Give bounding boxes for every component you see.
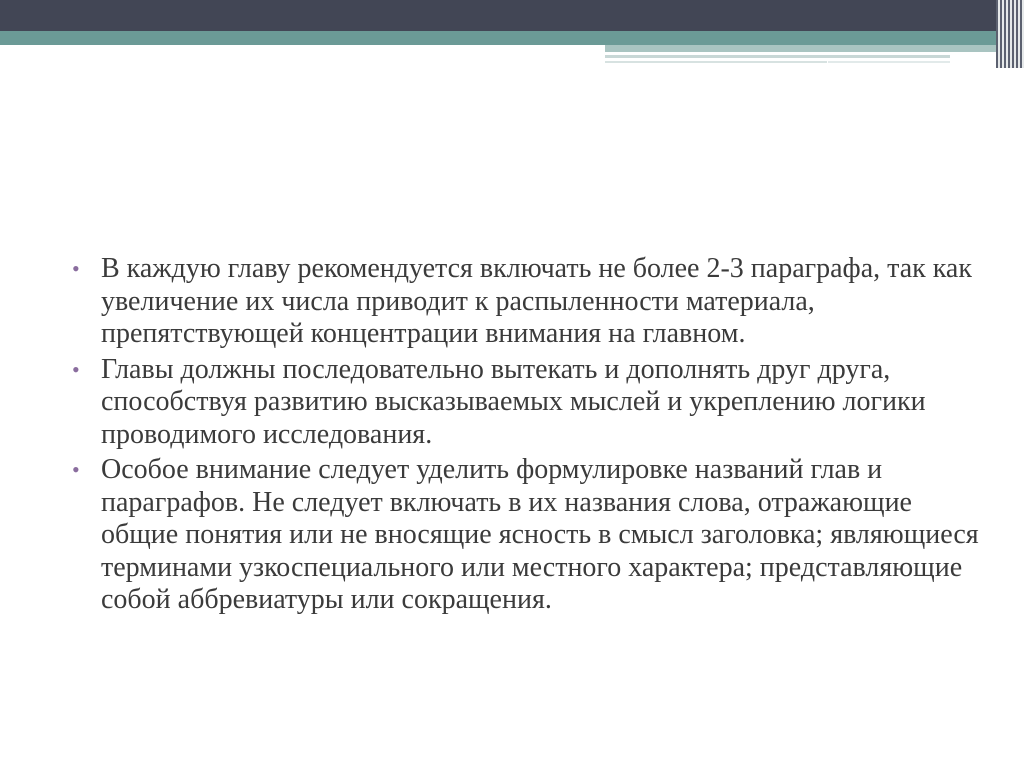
- banner-accent-line: [605, 61, 827, 63]
- bullet-item: [72, 354, 982, 452]
- banner-dark-band: [0, 0, 1024, 31]
- banner-accent-line: [828, 61, 950, 63]
- bullet-dot-icon: •: [72, 256, 80, 281]
- banner-accent-line: [605, 55, 950, 58]
- banner-teal-light-band: [605, 45, 1024, 52]
- bullet-item: [72, 454, 982, 617]
- bullet-text: Главы должны последовательно вытекать и дополнять друг друга, способствуя развитию высказываемых мыслей и укреплению логики проводимого исследования.: [101, 353, 926, 450]
- bullet-list: [72, 253, 982, 620]
- bullet-item: [72, 253, 982, 351]
- bullet-text: Особое внимание следует уделить формулировке названий глав и параграфов. Не следует включать в их названия слова, отражающие общие понятия или не вносящие ясность в смысл заголовка; являющиеся терминами узкоспециального или местного характера; представляющие собой аббревиатуры или сокращения.: [101, 454, 979, 615]
- banner-stripes: [996, 0, 1024, 68]
- bullet-dot-icon: •: [72, 356, 80, 382]
- bullet-text: В каждую главу рекомендуется включать не более 2-3 параграфа, так как увеличение их числа приводит к распыленности материала, препятствующей концентрации внимания на главном.: [101, 253, 972, 349]
- bullet-dot-icon: •: [72, 457, 80, 482]
- banner-teal-band: [0, 31, 1024, 45]
